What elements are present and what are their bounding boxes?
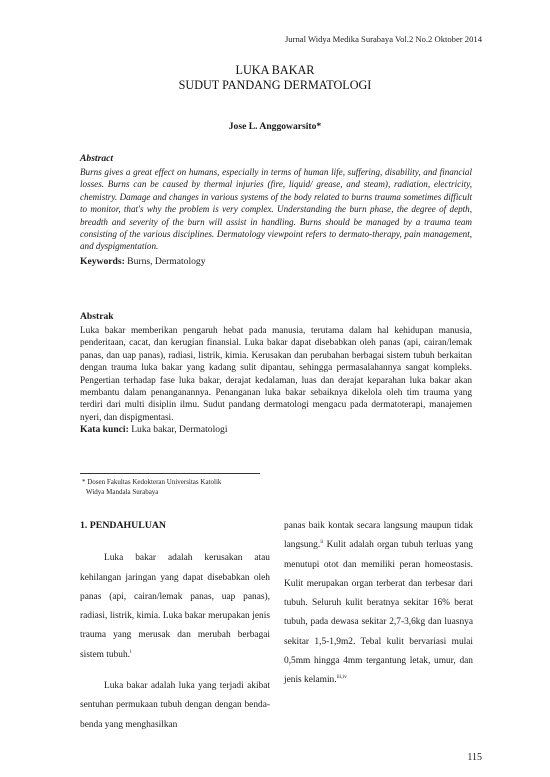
author-footnote <box>82 477 221 497</box>
abstract-text: Burns gives a great effect on humans, especially in terms of human life, suffering, disability, and financial losses. Burns can be caused by thermal injuries (fire, liquid/ grease, and steam), radiation, electricity, chemistry. Damage and changes in various systems of the body related to burns trauma sometimes difficult to monitor, that's why the problem is very complex. Understanding the burn phase, the degree of depth, breadth and severity of the burn will assist in handling. Burns should be managed by a trauma team consisting of the various disciplines. Dermatology viewpoint refers to dermato-therapy, pain management, and dyspigmentation. <box>80 167 472 252</box>
abstrak-text: Luka bakar memberikan pengaruh hebat pada manusia, terutama dalam hal kehidupan manusia, penderitaan, cacat, dan kerugian finansial. Luka bakar dapat disebabkan oleh panas (api, cairan/lemak panas, dan uap panas), radiasi, listrik, kimia. Kerusakan dan perubahan berbagai sistem tubuh berkaitan dengan trauma luka bakar yang kadang sulit dipantau, sehingga permasalahannya sangat kompleks. Pengertian terhadap fase luka bakar, derajat kedalaman, luas dan derajat keparahan luka bakar akan membantu dalam penanganannya. Penanganan luka bakar sebaiknya dikelola oleh tim trauma yang terdiri dari multi disiplin ilmu. Sudut pandang dermatologi mengacu pada dermatoterapi, manajemen nyeri, dan dispigmentasi. <box>80 326 472 423</box>
body-paragraph <box>284 517 473 691</box>
kata-kunci-value: Luka bakar, Dermatologi <box>131 424 228 436</box>
paragraph-text: panas baik kontak secara langsung maupun tidak langsung. <box>284 521 473 551</box>
paragraph-text: Luka bakar adalah kerusakan atau kehilangan jaringan yang dapat disebabkan oleh panas (api, cairan/lemak panas, uap panas), radiasi, listrik, kimia. Luka bakar merupakan jenis trauma yang merusak dan merubah berbagai sistem tubuh. <box>80 553 270 660</box>
abstract-heading: Abstract <box>80 153 114 164</box>
kata-kunci-line <box>80 424 472 435</box>
author-name: Jose L. Anggowarsito* <box>228 121 322 132</box>
reference-marker: ii <box>320 539 324 546</box>
abstract-indonesian <box>80 311 472 435</box>
keywords-line <box>80 256 472 267</box>
journal-header: Jurnal Widya Medika Surabaya Vol.2 No.2 Oktober 2014 <box>284 34 482 44</box>
paragraph-text: Kulit adalah organ tubuh terluas yang menutupi otot dan memiliki peran homeostasis. Kulit merupakan organ terberat dan terbesar dari tubuh. Seluruh kulit beratnya sekitar 16% berat tubuh, pada dewasa sekitar 2,7-3,6kg dan luasnya sekitar 1,5-1,9m2. Tebal kulit bervariasi mulai 0,5mm hingga 4mm tergantung letak, umur, dan jenis kelamin. <box>284 540 473 686</box>
reference-marker: iii,iv <box>336 674 347 681</box>
abstract-english <box>80 153 472 267</box>
title-line-2: SUDUT PANDANG DERMATOLOGI <box>178 77 372 92</box>
reference-marker: i <box>130 648 132 655</box>
body-column-left <box>80 516 270 747</box>
kata-kunci-label: Kata kunci: <box>80 424 129 436</box>
body-paragraph: Luka bakar adalah luka yang terjadi akibat sentuhan permukaan tubuh dengan dengan benda-benda yang menghasilkan <box>80 681 270 730</box>
section-heading: 1. PENDAHULUAN <box>80 520 166 531</box>
footnote-divider <box>80 473 260 474</box>
footnote-line-1: * Dosen Fakultas Kedokteran Universitas Katolik <box>82 478 222 486</box>
body-column-right <box>284 517 473 691</box>
page-number: 115 <box>467 752 482 763</box>
keywords-label: Keywords: <box>80 255 125 267</box>
keywords-value: Burns, Dermatology <box>127 255 206 267</box>
article-title <box>0 63 550 92</box>
body-paragraph <box>80 549 270 665</box>
title-line-1: LUKA BAKAR <box>235 63 315 77</box>
abstrak-heading: Abstrak <box>80 311 114 322</box>
footnote-line-2: Widya Mandala Surabaya <box>86 488 159 496</box>
